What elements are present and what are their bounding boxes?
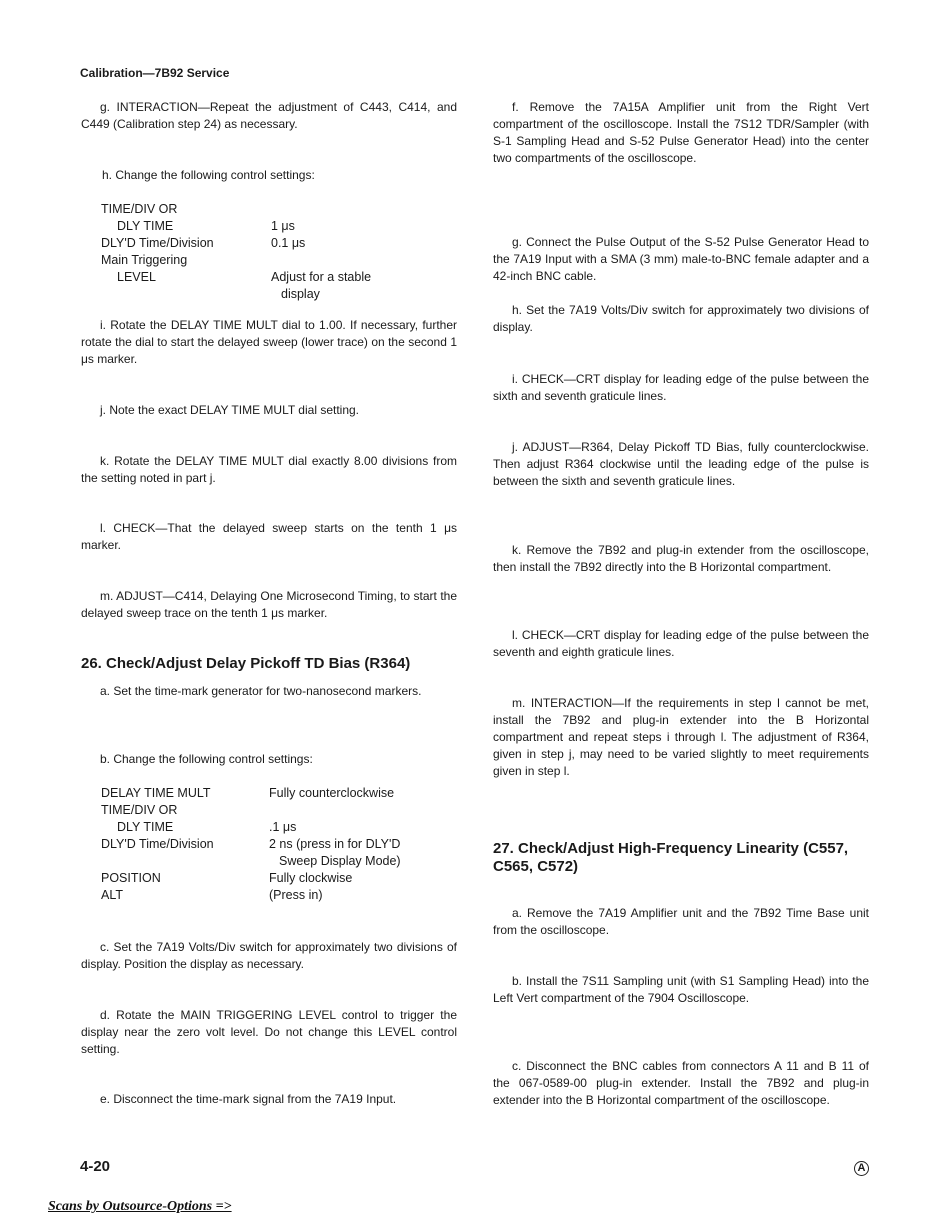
step-f-remove-amplifier: f. Remove the 7A15A Amplifier unit from the Right Vert compartment of the oscilloscope. Install the 7S12 TDR/Sampler (with S-1 Sampling Head and S-52 Pulse Generator Head) into the center two compartments of the oscilloscope. bbox=[493, 100, 869, 165]
step-m-adjust: m. ADJUST—C414, Delaying One Microsecond Timing, to start the delayed sweep trace on the tenth 1 μs marker. bbox=[81, 589, 457, 620]
step-j-adjust-r364: j. ADJUST—R364, Delay Pickoff TD Bias, fully counterclockwise. Then adjust R364 clockwise until the leading edge of the pulse is between the sixth and seventh graticule lines. bbox=[493, 440, 869, 488]
step-g-interaction: g. INTERACTION—Repeat the adjustment of C443, C414, and C449 (Calibration step 24) as necessary. bbox=[81, 100, 457, 131]
setting-name: DELAY TIME MULT bbox=[101, 786, 211, 800]
setting-value: display bbox=[281, 287, 320, 301]
setting-value: 2 ns (press in for DLY'D bbox=[269, 837, 401, 851]
step-27c: c. Disconnect the BNC cables from connectors A 11 and B 11 of the 067-0589-00 plug-in extender. Install the 7B92 and plug-in extender into the B Horizontal compartment of the oscilloscope. bbox=[493, 1059, 869, 1107]
step-h-change-settings: h. Change the following control settings: bbox=[102, 168, 315, 182]
step-k-rotate-dial: k. Rotate the DELAY TIME MULT dial exactly 8.00 divisions from the setting noted in part j. bbox=[81, 454, 457, 485]
step-i-rotate-dial: i. Rotate the DELAY TIME MULT dial to 1.00. If necessary, further rotate the dial to start the delayed sweep (lower trace) on the second 1 μs marker. bbox=[81, 318, 457, 366]
step-j-note-setting: j. Note the exact DELAY TIME MULT dial setting. bbox=[100, 403, 360, 417]
setting-name: LEVEL bbox=[117, 270, 156, 284]
setting-value: Sweep Display Mode) bbox=[279, 854, 401, 868]
step-26e: e. Disconnect the time-mark signal from the 7A19 Input. bbox=[100, 1092, 397, 1106]
setting-value: Fully clockwise bbox=[269, 871, 353, 885]
setting-name: TIME/DIV OR bbox=[101, 202, 178, 216]
step-l-check: l. CHECK—That the delayed sweep starts on the tenth 1 μs marker. bbox=[81, 521, 457, 552]
step-m-interaction: m. INTERACTION—If the requirements in step l cannot be met, install the 7B92 and plug-in extender into the B Horizontal compartment and repeat steps i through l. The adjustment of R364, given in step j, may need to be varied slightly to meet requirements given in step l. bbox=[493, 696, 869, 778]
step-27b: b. Install the 7S11 Sampling unit (with S1 Sampling Head) into the Left Vert compartment of the 7904 Oscilloscope. bbox=[493, 974, 869, 1005]
setting-value: Fully counterclockwise bbox=[269, 786, 395, 800]
section-27-title: 27. Check/Adjust High-Frequency Linearity (C557, C565, C572) bbox=[493, 840, 849, 875]
setting-value: .1 μs bbox=[269, 820, 297, 834]
setting-name: DLY'D Time/Division bbox=[101, 236, 214, 250]
setting-value: 0.1 μs bbox=[271, 236, 306, 250]
setting-name: DLY'D Time/Division bbox=[101, 837, 214, 851]
step-26c: c. Set the 7A19 Volts/Div switch for approximately two divisions of display. Position the display as necessary. bbox=[81, 940, 457, 971]
setting-value: Adjust for a stable bbox=[271, 270, 372, 284]
step-k-remove-7b92: k. Remove the 7B92 and plug-in extender from the oscilloscope, then install the 7B92 directly into the B Horizontal compartment. bbox=[493, 543, 869, 574]
step-l-check-crt: l. CHECK—CRT display for leading edge of the pulse between the seventh and eighth graticule lines. bbox=[493, 628, 869, 659]
step-26d: d. Rotate the MAIN TRIGGERING LEVEL control to trigger the display near the zero volt level. Do not change this LEVEL control setting. bbox=[81, 1008, 457, 1056]
step-i-check-crt: i. CHECK—CRT display for leading edge of the pulse between the sixth and seventh graticule lines. bbox=[493, 372, 869, 403]
setting-name: Main Triggering bbox=[101, 253, 188, 267]
setting-value: (Press in) bbox=[269, 888, 323, 902]
scan-credit-link[interactable]: Scans by Outsource-Options => bbox=[48, 1199, 232, 1214]
page-header: Calibration—7B92 Service bbox=[80, 66, 230, 80]
step-26b: b. Change the following control settings: bbox=[100, 752, 313, 766]
step-g-connect-pulse: g. Connect the Pulse Output of the S-52 Pulse Generator Head to the 7A19 Input with a SMA (3 mm) male-to-BNC female adapter and a 42-inch BNC cable. bbox=[493, 235, 869, 283]
setting-name: DLY TIME bbox=[117, 219, 174, 233]
setting-name: POSITION bbox=[101, 871, 161, 885]
revision-mark: A bbox=[854, 1161, 869, 1176]
step-27a: a. Remove the 7A19 Amplifier unit and the 7B92 Time Base unit from the oscilloscope. bbox=[493, 906, 869, 937]
setting-name: ALT bbox=[101, 888, 123, 902]
page-number: 4-20 bbox=[80, 1158, 111, 1175]
step-26a: a. Set the time-mark generator for two-nanosecond markers. bbox=[100, 684, 422, 698]
section-26-title: 26. Check/Adjust Delay Pickoff TD Bias (R364) bbox=[81, 655, 411, 672]
setting-name: DLY TIME bbox=[117, 820, 174, 834]
setting-name: TIME/DIV OR bbox=[101, 803, 178, 817]
step-h-volts-div: h. Set the 7A19 Volts/Div switch for approximately two divisions of display. bbox=[493, 303, 869, 334]
setting-value: 1 μs bbox=[271, 219, 295, 233]
